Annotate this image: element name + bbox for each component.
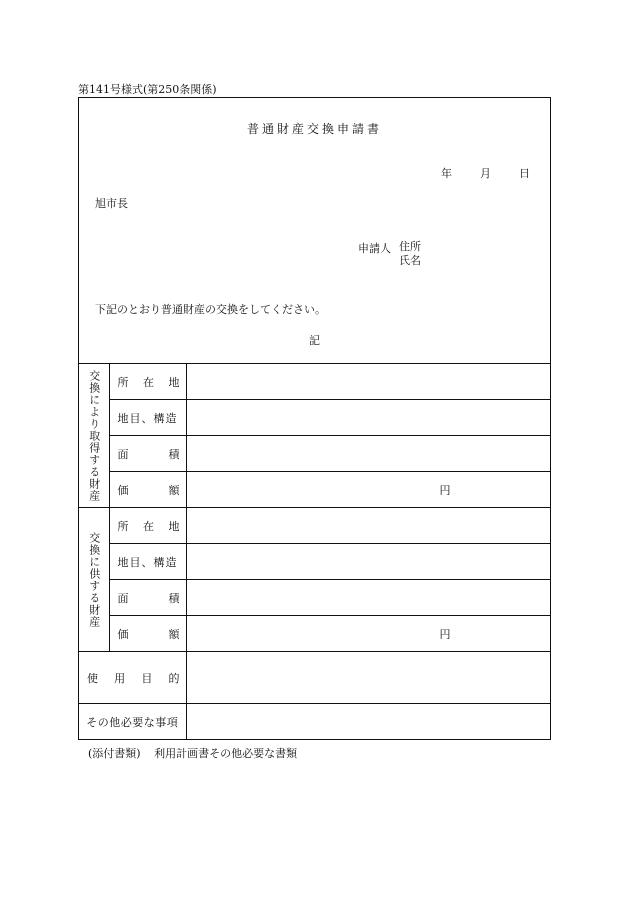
table-row [79, 704, 550, 741]
yen-unit: 円 [439, 627, 451, 641]
table-row [79, 652, 550, 704]
form-header [79, 98, 550, 364]
table-row [79, 364, 550, 400]
table-row [79, 436, 550, 472]
acquired-land-structure-label: 地目、構造 [109, 400, 186, 436]
document-title: 普通財産交換申請書 [246, 122, 382, 136]
yen-unit: 円 [439, 483, 451, 497]
addressee: 旭市長 [95, 197, 128, 210]
table-row [79, 580, 550, 616]
application-form [78, 97, 551, 740]
acquired-location-field[interactable] [186, 364, 550, 400]
date-month: 月 [480, 167, 491, 180]
offered-area-label: 面 積 [109, 580, 186, 616]
purpose-label: 使 用 目 的 [79, 652, 186, 704]
form-number: 第141号様式(第250条関係) [78, 83, 217, 96]
attachments-text: 利用計画書その他必要な書類 [154, 747, 298, 760]
table-row [79, 400, 550, 436]
offered-land-structure-label: 地目、構造 [109, 544, 186, 580]
acquired-area-field[interactable] [186, 436, 550, 472]
offered-price-field[interactable] [186, 616, 550, 652]
offered-area-field[interactable] [186, 580, 550, 616]
acquired-land-structure-field[interactable] [186, 400, 550, 436]
ki-mark: 記 [309, 334, 320, 347]
attachments-label: (添付書類) [88, 747, 141, 760]
date-day: 日 [519, 167, 530, 180]
table-row [79, 544, 550, 580]
table-row [79, 616, 550, 652]
applicant-address-label: 住所 [399, 240, 421, 253]
table-row [79, 472, 550, 508]
date-line [441, 165, 530, 181]
applicant-label: 申請人 [358, 242, 391, 255]
request-sentence: 下記のとおり普通財産の交換をしてください。 [95, 303, 326, 316]
acquired-price-label: 価 額 [109, 472, 186, 508]
applicant-name-label: 氏名 [399, 254, 421, 267]
applicant-block [358, 240, 421, 268]
attachments-note [88, 745, 297, 761]
offered-land-structure-field[interactable] [186, 544, 550, 580]
other-matters-label: その他必要な事項 [79, 704, 186, 741]
acquired-location-label: 所 在 地 [109, 364, 186, 400]
offered-property-group-label: 交換に供する財産 [79, 508, 109, 652]
property-table [79, 364, 550, 740]
offered-location-label: 所 在 地 [109, 508, 186, 544]
acquired-price-field[interactable] [186, 472, 550, 508]
purpose-field[interactable] [186, 652, 550, 704]
offered-location-field[interactable] [186, 508, 550, 544]
acquired-property-group-label: 交換により取得する財産 [79, 364, 109, 508]
table-row [79, 508, 550, 544]
acquired-area-label: 面 積 [109, 436, 186, 472]
other-matters-field[interactable] [186, 704, 550, 741]
offered-price-label: 価 額 [109, 616, 186, 652]
date-year: 年 [441, 167, 452, 180]
